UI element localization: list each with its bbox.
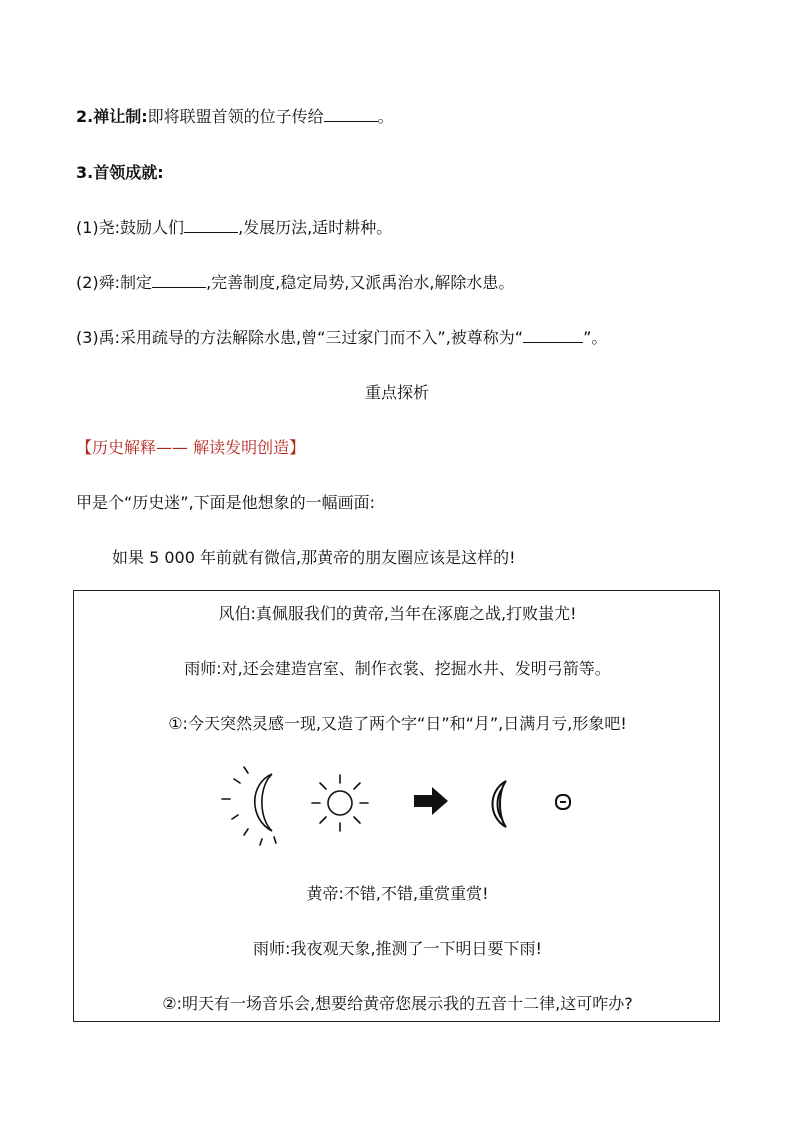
shun-suffix: ,完善制度,稳定局势,又派禹治水,解除水患。	[206, 273, 515, 292]
shun-prefix: (2)舜:制定	[76, 273, 153, 292]
yu-prefix: (3)禹:采用疏导的方法解除水患,曾“三过家门而不入”,被尊称为“	[76, 328, 524, 347]
yu-line	[76, 327, 607, 349]
box-line-huangdi: 黄帝:不错,不错,重赏重赏!	[306, 884, 489, 903]
box-line-yushi-2: 雨师:我夜观天象,推测了一下明日要下雨!	[253, 939, 542, 958]
answer-blank[interactable]	[324, 107, 378, 122]
box-line-2: ②:明天有一场音乐会,想要给黄帝您展示我的五音十二律,这可咋办?	[162, 994, 633, 1013]
yao-line	[76, 217, 392, 239]
history-heading: 【历史解释—— 解读发明创造】	[76, 438, 306, 457]
box-line-yushi-1: 雨师:对,还会建造宫室、制作衣裳、挖掘水井、发明弓箭等。	[184, 659, 611, 678]
key-analysis-title: 重点探析	[364, 383, 429, 402]
section2-text: 即将联盟首领的位子传给	[147, 107, 324, 126]
yu-suffix: ”。	[583, 328, 608, 347]
sun-icon	[312, 775, 368, 831]
section2-line	[76, 106, 394, 128]
wechat-moments-box	[73, 590, 720, 1022]
box-line-fengbo: 风伯:真佩服我们的黄帝,当年在涿鹿之战,打败蚩尤!	[218, 604, 577, 623]
intro-line: 甲是个“历史迷”,下面是他想象的一幅画面:	[76, 493, 376, 512]
section2-label: 2.禅让制:	[76, 107, 148, 126]
answer-blank[interactable]	[523, 328, 583, 343]
yao-suffix: ,发展历法,适时耕种。	[238, 218, 393, 237]
section2-end: 。	[377, 107, 394, 126]
box-line-1: ①:今天突然灵感一现,又造了两个字“日”和“月”,日满月亏,形象吧!	[168, 714, 627, 733]
sun-glyph-icon	[556, 795, 570, 809]
wechat-line: 如果 5 000 年前就有微信,那黄帝的朋友圈应该是这样的!	[112, 548, 516, 567]
moon-glyph-icon	[493, 781, 507, 827]
sun-moon-illustration	[214, 759, 594, 849]
yao-prefix: (1)尧:鼓励人们	[76, 218, 185, 237]
shun-line	[76, 272, 514, 294]
answer-blank[interactable]	[152, 273, 206, 288]
answer-blank[interactable]	[184, 218, 238, 233]
crescent-moon-icon	[222, 767, 276, 845]
section3-heading: 3.首领成就:	[76, 163, 164, 182]
right-arrow-icon	[414, 787, 448, 815]
